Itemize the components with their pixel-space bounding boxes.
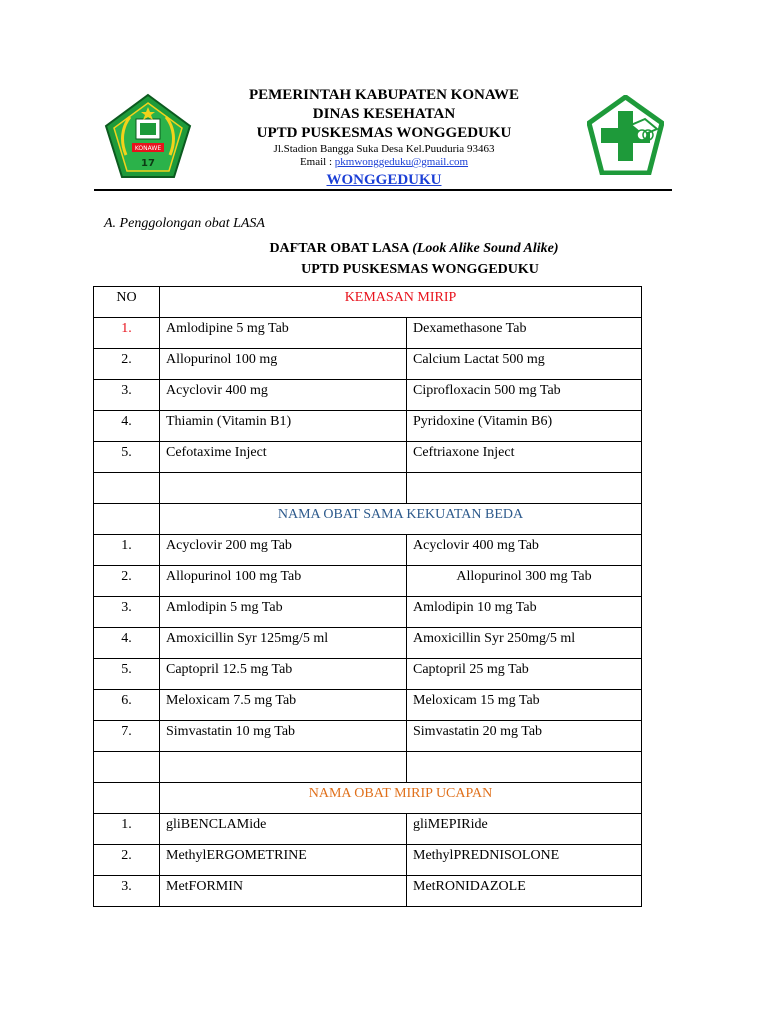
row-number: 6.: [94, 690, 160, 721]
table-row: [94, 535, 642, 566]
empty-cell: [407, 752, 642, 783]
table-row: [94, 721, 642, 752]
drug-name-a: Amoxicillin Syr 125mg/5 ml: [160, 628, 407, 659]
drug-name-b: MetRONIDAZOLE: [407, 876, 642, 907]
drug-name-a: Acyclovir 400 mg: [160, 380, 407, 411]
drug-name-b: Ceftriaxone Inject: [407, 442, 642, 473]
drug-name-a: Amlodipin 5 mg Tab: [160, 597, 407, 628]
table-row: [94, 628, 642, 659]
drug-name-a: Allopurinol 100 mg: [160, 349, 407, 380]
drug-name-b: Captopril 25 mg Tab: [407, 659, 642, 690]
row-number: 1.: [94, 535, 160, 566]
group-heading: KEMASAN MIRIP: [160, 287, 642, 318]
table-row: [94, 349, 642, 380]
table-row: [94, 380, 642, 411]
empty-cell: [407, 473, 642, 504]
section-label: A. Penggolongan obat LASA: [104, 216, 265, 231]
drug-name-a: Meloxicam 7.5 mg Tab: [160, 690, 407, 721]
table-row: [94, 659, 642, 690]
row-number: 3.: [94, 597, 160, 628]
document-title: [94, 241, 734, 257]
spacer-row: [94, 752, 642, 783]
row-number: 2.: [94, 566, 160, 597]
svg-text:17: 17: [141, 158, 155, 169]
table-row: [94, 845, 642, 876]
row-number: 3.: [94, 380, 160, 411]
group-heading: NAMA OBAT MIRIP UCAPAN: [160, 783, 642, 814]
drug-name-b: MethylPREDNISOLONE: [407, 845, 642, 876]
drug-name-a: Captopril 12.5 mg Tab: [160, 659, 407, 690]
document-subtitle: UPTD PUSKESMAS WONGGEDUKU: [301, 262, 539, 277]
group-heading-row: [94, 287, 642, 318]
drug-name-a: gliBENCLAMide: [160, 814, 407, 845]
drug-name-a: MethylERGOMETRINE: [160, 845, 407, 876]
institution-name: UPTD PUSKESMAS WONGGEDUKU: [256, 125, 512, 141]
drug-name-a: Cefotaxime Inject: [160, 442, 407, 473]
email-label: Email :: [299, 156, 335, 168]
svg-text:KONAWE: KONAWE: [134, 145, 162, 152]
letterhead: [200, 86, 568, 190]
empty-cell: [94, 752, 160, 783]
drug-name-b: Acyclovir 400 mg Tab: [407, 535, 642, 566]
empty-cell: [94, 783, 160, 814]
group-heading-row: [94, 504, 642, 535]
drug-name-b: Allopurinol 300 mg Tab: [407, 566, 642, 597]
table-row: [94, 876, 642, 907]
drug-name-b: Amlodipin 10 mg Tab: [407, 597, 642, 628]
spacer-row: [94, 473, 642, 504]
table-row: [94, 318, 642, 349]
group-heading: NAMA OBAT SAMA KEKUATAN BEDA: [160, 504, 642, 535]
lasa-table: [93, 286, 642, 907]
table-row: [94, 814, 642, 845]
drug-name-b: gliMEPIRide: [407, 814, 642, 845]
drug-name-b: Dexamethasone Tab: [407, 318, 642, 349]
table-row: [94, 566, 642, 597]
row-number: 4.: [94, 411, 160, 442]
konawe-emblem-icon: [104, 93, 192, 181]
puskesmas-logo-icon: [587, 95, 664, 175]
table-row: [94, 442, 642, 473]
drug-name-a: Amlodipine 5 mg Tab: [160, 318, 407, 349]
department-name: DINAS KESEHATAN: [312, 106, 456, 122]
table-row: [94, 597, 642, 628]
row-number: 1.: [94, 318, 160, 349]
email-link[interactable]: pkmwonggeduku@gmail.com: [334, 156, 469, 168]
drug-name-b: Simvastatin 20 mg Tab: [407, 721, 642, 752]
table-row: [94, 690, 642, 721]
title-italic: (Look Alike Sound Alike): [412, 241, 559, 256]
row-number: 5.: [94, 442, 160, 473]
drug-name-b: Pyridoxine (Vitamin B6): [407, 411, 642, 442]
drug-name-a: MetFORMIN: [160, 876, 407, 907]
email-line: [200, 156, 568, 169]
empty-cell: [160, 473, 407, 504]
address: Jl.Stadion Bangga Suka Desa Kel.Puuduria 93463: [273, 143, 495, 155]
empty-cell: [94, 504, 160, 535]
row-number: 1.: [94, 814, 160, 845]
drug-name-b: Meloxicam 15 mg Tab: [407, 690, 642, 721]
letterhead-divider: [94, 189, 672, 191]
government-name: PEMERINTAH KABUPATEN KONAWE: [248, 87, 519, 103]
row-number: 2.: [94, 349, 160, 380]
drug-name-a: Acyclovir 200 mg Tab: [160, 535, 407, 566]
row-number: 3.: [94, 876, 160, 907]
site-name[interactable]: WONGGEDUKU: [326, 172, 442, 188]
row-number: 2.: [94, 845, 160, 876]
drug-name-b: Amoxicillin Syr 250mg/5 ml: [407, 628, 642, 659]
drug-name-b: Calcium Lactat 500 mg: [407, 349, 642, 380]
drug-name-a: Thiamin (Vitamin B1): [160, 411, 407, 442]
empty-cell: [160, 752, 407, 783]
row-number: 5.: [94, 659, 160, 690]
drug-name-a: Allopurinol 100 mg Tab: [160, 566, 407, 597]
no-header: NO: [94, 287, 160, 318]
table-row: [94, 411, 642, 442]
drug-name-b: Ciprofloxacin 500 mg Tab: [407, 380, 642, 411]
empty-cell: [94, 473, 160, 504]
row-number: 7.: [94, 721, 160, 752]
group-heading-row: [94, 783, 642, 814]
drug-name-a: Simvastatin 10 mg Tab: [160, 721, 407, 752]
row-number: 4.: [94, 628, 160, 659]
title-main: DAFTAR OBAT LASA: [269, 241, 413, 256]
